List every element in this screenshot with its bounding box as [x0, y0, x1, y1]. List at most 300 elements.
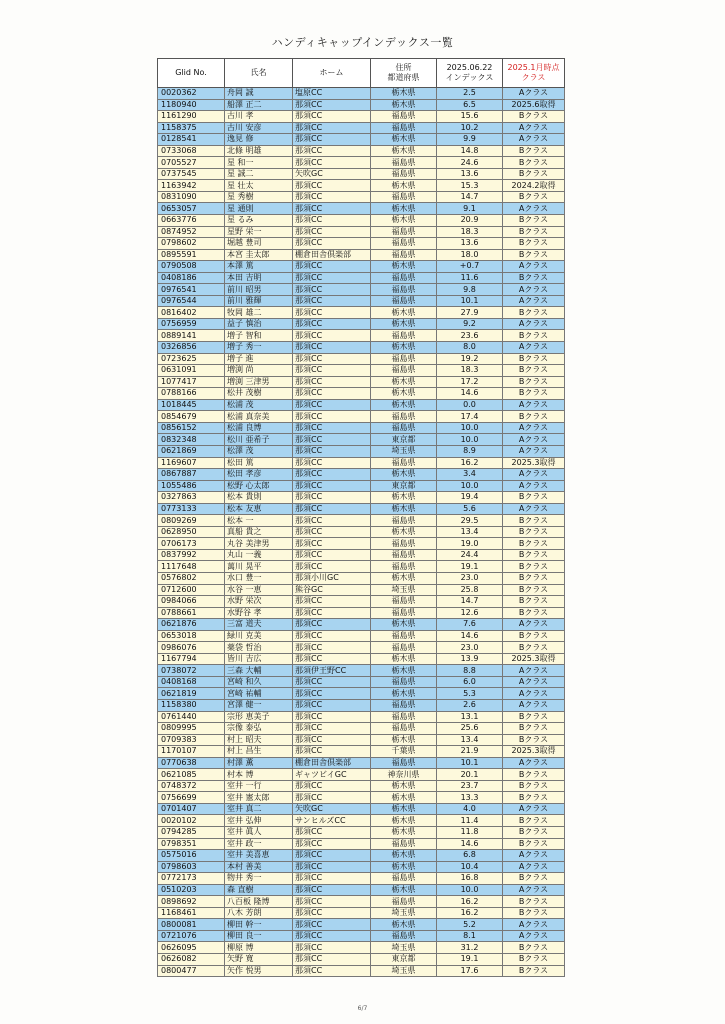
- cell-prefecture: 栃木県: [371, 180, 437, 192]
- cell-home: 那須CC: [293, 746, 371, 758]
- header-name: 氏名: [225, 59, 293, 88]
- cell-home: 那須CC: [293, 145, 371, 157]
- cell-prefecture: 栃木県: [371, 134, 437, 146]
- cell-home: 塩原CC: [293, 88, 371, 100]
- cell-home: 那須CC: [293, 515, 371, 527]
- cell-class: Aクラス: [503, 342, 565, 354]
- cell-home: 那須CC: [293, 261, 371, 273]
- cell-prefecture: 栃木県: [371, 376, 437, 388]
- cell-glid-no: 0701407: [158, 803, 225, 815]
- cell-glid-no: 0621085: [158, 769, 225, 781]
- table-row: [158, 492, 565, 504]
- cell-class: Bクラス: [503, 942, 565, 954]
- cell-name: 古川 孝: [225, 111, 293, 123]
- cell-name: 北條 明雄: [225, 145, 293, 157]
- cell-prefecture: 埼玉県: [371, 584, 437, 596]
- table-row: [158, 711, 565, 723]
- cell-glid-no: 0984066: [158, 596, 225, 608]
- cell-home: 那須CC: [293, 180, 371, 192]
- cell-glid-no: 0653057: [158, 203, 225, 215]
- cell-prefecture: 栃木県: [371, 792, 437, 804]
- cell-home: 那須CC: [293, 399, 371, 411]
- header-index-line1: 2025.06.22: [446, 63, 493, 73]
- cell-class: Bクラス: [503, 584, 565, 596]
- cell-name: 丸山 一義: [225, 549, 293, 561]
- cell-prefecture: 栃木県: [371, 342, 437, 354]
- cell-home: 熊谷GC: [293, 584, 371, 596]
- cell-glid-no: 0631091: [158, 365, 225, 377]
- cell-index: 23.6: [437, 330, 503, 342]
- cell-class: 2025.3取得: [503, 457, 565, 469]
- cell-prefecture: 福島県: [371, 676, 437, 688]
- cell-home: 那須CC: [293, 780, 371, 792]
- cell-prefecture: 福島県: [371, 122, 437, 134]
- cell-glid-no: 0898692: [158, 896, 225, 908]
- cell-home: 那須CC: [293, 930, 371, 942]
- cell-home: 那須小川GC: [293, 572, 371, 584]
- cell-name: 松川 亜希子: [225, 434, 293, 446]
- cell-name: 松浦 真奈美: [225, 411, 293, 423]
- cell-home: 那須CC: [293, 596, 371, 608]
- cell-index: 5.6: [437, 503, 503, 515]
- cell-prefecture: 栃木県: [371, 203, 437, 215]
- cell-class: Bクラス: [503, 838, 565, 850]
- cell-index: 13.6: [437, 168, 503, 180]
- cell-home: 那須CC: [293, 607, 371, 619]
- cell-name: 松田 篤: [225, 457, 293, 469]
- cell-name: 室井 憲太郎: [225, 792, 293, 804]
- cell-glid-no: 0756959: [158, 318, 225, 330]
- cell-glid-no: 0748372: [158, 780, 225, 792]
- cell-name: 堀越 豊司: [225, 238, 293, 250]
- cell-index: 29.5: [437, 515, 503, 527]
- cell-home: 那須CC: [293, 469, 371, 481]
- cell-glid-no: 0020362: [158, 88, 225, 100]
- cell-index: 12.6: [437, 607, 503, 619]
- cell-name: 益子 慎治: [225, 318, 293, 330]
- cell-glid-no: 0809269: [158, 515, 225, 527]
- cell-index: 19.0: [437, 538, 503, 550]
- cell-glid-no: 0831090: [158, 191, 225, 203]
- cell-name: 星 るみ: [225, 215, 293, 227]
- header-class-line1: 2025.1月時点: [507, 63, 560, 73]
- cell-prefecture: 栃木県: [371, 88, 437, 100]
- cell-class: 2025.3取得: [503, 653, 565, 665]
- cell-index: 15.6: [437, 111, 503, 123]
- cell-class: Bクラス: [503, 572, 565, 584]
- cell-prefecture: 福島県: [371, 272, 437, 284]
- cell-name: 室井 政一: [225, 838, 293, 850]
- cell-index: 10.0: [437, 434, 503, 446]
- cell-glid-no: 1163942: [158, 180, 225, 192]
- table-row: [158, 942, 565, 954]
- cell-class: Bクラス: [503, 538, 565, 550]
- cell-glid-no: 0326856: [158, 342, 225, 354]
- cell-prefecture: 栃木県: [371, 653, 437, 665]
- cell-index: 6.0: [437, 676, 503, 688]
- cell-glid-no: 0809995: [158, 723, 225, 735]
- cell-class: Aクラス: [503, 699, 565, 711]
- table-row: [158, 561, 565, 573]
- cell-glid-no: 0576802: [158, 572, 225, 584]
- table-row: [158, 145, 565, 157]
- cell-glid-no: 0510203: [158, 884, 225, 896]
- cell-class: Aクラス: [503, 803, 565, 815]
- cell-glid-no: 0837992: [158, 549, 225, 561]
- cell-glid-no: 0628950: [158, 526, 225, 538]
- cell-glid-no: 1169607: [158, 457, 225, 469]
- cell-prefecture: 栃木県: [371, 261, 437, 273]
- cell-prefecture: 栃木県: [371, 919, 437, 931]
- cell-home: 那須CC: [293, 954, 371, 966]
- cell-index: 31.2: [437, 942, 503, 954]
- cell-prefecture: 福島県: [371, 515, 437, 527]
- cell-name: 船澤 正二: [225, 99, 293, 111]
- cell-prefecture: 栃木県: [371, 619, 437, 631]
- cell-prefecture: 栃木県: [371, 688, 437, 700]
- cell-prefecture: 栃木県: [371, 388, 437, 400]
- cell-class: 2025.6取得: [503, 99, 565, 111]
- cell-name: 八百板 隆博: [225, 896, 293, 908]
- cell-glid-no: 0733068: [158, 145, 225, 157]
- cell-prefecture: 埼玉県: [371, 907, 437, 919]
- cell-index: 11.8: [437, 827, 503, 839]
- cell-prefecture: 栃木県: [371, 526, 437, 538]
- cell-name: 増渕 三津男: [225, 376, 293, 388]
- cell-glid-no: 1180940: [158, 99, 225, 111]
- cell-name: 星 壮太: [225, 180, 293, 192]
- cell-glid-no: 0408186: [158, 272, 225, 284]
- cell-index: 9.8: [437, 284, 503, 296]
- cell-glid-no: 0790508: [158, 261, 225, 273]
- cell-home: 那須CC: [293, 711, 371, 723]
- cell-index: 13.4: [437, 526, 503, 538]
- cell-home: 那須CC: [293, 203, 371, 215]
- cell-name: 星 通則: [225, 203, 293, 215]
- cell-name: 本宮 圭太郎: [225, 249, 293, 261]
- header-index: [437, 59, 503, 88]
- cell-prefecture: 福島県: [371, 873, 437, 885]
- table-row: [158, 272, 565, 284]
- cell-home: 那須CC: [293, 388, 371, 400]
- cell-class: Aクラス: [503, 318, 565, 330]
- cell-class: Bクラス: [503, 145, 565, 157]
- cell-name: 古川 安彦: [225, 122, 293, 134]
- cell-index: 13.3: [437, 792, 503, 804]
- cell-prefecture: 栃木県: [371, 307, 437, 319]
- cell-class: Aクラス: [503, 503, 565, 515]
- cell-index: 7.6: [437, 619, 503, 631]
- cell-class: Bクラス: [503, 353, 565, 365]
- table-row: [158, 965, 565, 977]
- cell-index: 14.7: [437, 596, 503, 608]
- cell-glid-no: 0408168: [158, 676, 225, 688]
- cell-name: 増渕 尚: [225, 365, 293, 377]
- cell-class: Bクラス: [503, 896, 565, 908]
- cell-class: Bクラス: [503, 780, 565, 792]
- cell-name: 宗形 恵美子: [225, 711, 293, 723]
- cell-name: 皆川 吉広: [225, 653, 293, 665]
- cell-class: Aクラス: [503, 203, 565, 215]
- cell-prefecture: 栃木県: [371, 318, 437, 330]
- cell-name: 矢作 悦男: [225, 965, 293, 977]
- cell-glid-no: 0788166: [158, 388, 225, 400]
- table-row: [158, 342, 565, 354]
- cell-index: 11.4: [437, 815, 503, 827]
- cell-glid-no: 0800477: [158, 965, 225, 977]
- cell-index: 2.5: [437, 88, 503, 100]
- cell-prefecture: 福島県: [371, 642, 437, 654]
- table-row: [158, 665, 565, 677]
- cell-class: Bクラス: [503, 792, 565, 804]
- cell-glid-no: 0327863: [158, 492, 225, 504]
- cell-class: Bクラス: [503, 815, 565, 827]
- cell-glid-no: 1018445: [158, 399, 225, 411]
- cell-name: 水口 豊一: [225, 572, 293, 584]
- cell-name: 松本 一: [225, 515, 293, 527]
- cell-index: 18.3: [437, 365, 503, 377]
- cell-prefecture: 福島県: [371, 365, 437, 377]
- cell-prefecture: 福島県: [371, 896, 437, 908]
- handicap-table-container: [157, 58, 565, 977]
- cell-glid-no: 1168461: [158, 907, 225, 919]
- cell-index: 9.2: [437, 318, 503, 330]
- handicap-index-table: [157, 58, 565, 977]
- table-row: [158, 411, 565, 423]
- cell-index: 25.6: [437, 723, 503, 735]
- page-title: ハンディキャップインデックス一覧: [271, 36, 454, 49]
- cell-class: Aクラス: [503, 261, 565, 273]
- cell-index: 8.1: [437, 930, 503, 942]
- cell-home: 那須CC: [293, 330, 371, 342]
- cell-class: Bクラス: [503, 515, 565, 527]
- cell-prefecture: 東京都: [371, 480, 437, 492]
- cell-glid-no: 0773133: [158, 503, 225, 515]
- cell-name: 村本 博: [225, 769, 293, 781]
- cell-glid-no: 0798602: [158, 238, 225, 250]
- cell-home: 那須CC: [293, 942, 371, 954]
- cell-name: 村上 昌生: [225, 746, 293, 758]
- table-row: [158, 757, 565, 769]
- cell-glid-no: 0737545: [158, 168, 225, 180]
- table-row: [158, 954, 565, 966]
- table-row: [158, 457, 565, 469]
- cell-glid-no: 0621876: [158, 619, 225, 631]
- cell-class: Bクラス: [503, 642, 565, 654]
- cell-home: 那須CC: [293, 723, 371, 735]
- cell-glid-no: 1158375: [158, 122, 225, 134]
- cell-home: 那須CC: [293, 134, 371, 146]
- header-prefecture-line2: 都道府県: [387, 73, 420, 82]
- cell-class: Bクラス: [503, 954, 565, 966]
- cell-home: 那須CC: [293, 642, 371, 654]
- cell-class: Bクラス: [503, 388, 565, 400]
- cell-index: 6.5: [437, 99, 503, 111]
- cell-home: 那須CC: [293, 445, 371, 457]
- table-row: [158, 284, 565, 296]
- cell-name: 松井 茂樹: [225, 388, 293, 400]
- cell-class: Bクラス: [503, 907, 565, 919]
- cell-prefecture: 福島県: [371, 699, 437, 711]
- cell-home: 那須CC: [293, 111, 371, 123]
- cell-home: 那須CC: [293, 191, 371, 203]
- cell-home: 那須CC: [293, 838, 371, 850]
- table-row: [158, 295, 565, 307]
- cell-class: Bクラス: [503, 307, 565, 319]
- cell-index: 5.3: [437, 688, 503, 700]
- cell-prefecture: 埼玉県: [371, 942, 437, 954]
- cell-home: 那須CC: [293, 492, 371, 504]
- page-number: 6/7: [357, 1005, 368, 1012]
- header-prefecture: [371, 59, 437, 88]
- table-row: [158, 838, 565, 850]
- cell-name: 宗像 泰弘: [225, 723, 293, 735]
- cell-prefecture: 福島県: [371, 538, 437, 550]
- cell-prefecture: 福島県: [371, 157, 437, 169]
- cell-name: 水野 栄次: [225, 596, 293, 608]
- table-row: [158, 861, 565, 873]
- table-row: [158, 388, 565, 400]
- cell-class: Aクラス: [503, 122, 565, 134]
- cell-name: 増子 智和: [225, 330, 293, 342]
- cell-index: 10.2: [437, 122, 503, 134]
- cell-glid-no: 0854679: [158, 411, 225, 423]
- cell-index: 13.6: [437, 238, 503, 250]
- cell-home: 那須CC: [293, 827, 371, 839]
- cell-class: Bクラス: [503, 596, 565, 608]
- table-row: [158, 619, 565, 631]
- cell-home: 那須CC: [293, 699, 371, 711]
- cell-name: 室井 真二: [225, 803, 293, 815]
- table-row: [158, 99, 565, 111]
- table-row: [158, 134, 565, 146]
- cell-name: 本田 吉明: [225, 272, 293, 284]
- cell-index: 8.0: [437, 342, 503, 354]
- table-row: [158, 884, 565, 896]
- cell-index: 21.9: [437, 746, 503, 758]
- cell-class: Aクラス: [503, 480, 565, 492]
- cell-class: Aクラス: [503, 422, 565, 434]
- cell-class: Bクラス: [503, 215, 565, 227]
- cell-glid-no: 0128541: [158, 134, 225, 146]
- cell-glid-no: 0874952: [158, 226, 225, 238]
- cell-class: Bクラス: [503, 157, 565, 169]
- cell-prefecture: 福島県: [371, 111, 437, 123]
- table-row: [158, 688, 565, 700]
- cell-home: 那須CC: [293, 676, 371, 688]
- cell-glid-no: 0816402: [158, 307, 225, 319]
- cell-prefecture: 栃木県: [371, 492, 437, 504]
- cell-glid-no: 0705527: [158, 157, 225, 169]
- cell-index: 10.0: [437, 480, 503, 492]
- cell-prefecture: 栃木県: [371, 469, 437, 481]
- cell-glid-no: 0738072: [158, 665, 225, 677]
- cell-prefecture: 福島県: [371, 607, 437, 619]
- cell-index: 14.6: [437, 388, 503, 400]
- cell-name: 星 和一: [225, 157, 293, 169]
- cell-prefecture: 栃木県: [371, 572, 437, 584]
- cell-prefecture: 福島県: [371, 757, 437, 769]
- cell-prefecture: 福島県: [371, 723, 437, 735]
- cell-prefecture: 埼玉県: [371, 445, 437, 457]
- cell-home: 那須CC: [293, 965, 371, 977]
- cell-glid-no: 0621869: [158, 445, 225, 457]
- cell-home: 那須CC: [293, 318, 371, 330]
- table-row: [158, 238, 565, 250]
- cell-class: Bクラス: [503, 365, 565, 377]
- cell-index: 23.0: [437, 572, 503, 584]
- cell-name: 増子 進: [225, 353, 293, 365]
- cell-home: 棚倉田舎倶楽部: [293, 757, 371, 769]
- table-row: [158, 896, 565, 908]
- cell-class: Aクラス: [503, 399, 565, 411]
- cell-class: Aクラス: [503, 676, 565, 688]
- table-row: [158, 249, 565, 261]
- cell-home: 那須CC: [293, 457, 371, 469]
- cell-home: 那須CC: [293, 907, 371, 919]
- cell-class: Bクラス: [503, 827, 565, 839]
- cell-index: 9.1: [437, 203, 503, 215]
- cell-index: 9.9: [437, 134, 503, 146]
- cell-index: 19.2: [437, 353, 503, 365]
- cell-prefecture: 福島県: [371, 422, 437, 434]
- cell-index: 18.3: [437, 226, 503, 238]
- cell-glid-no: 0976541: [158, 284, 225, 296]
- table-row: [158, 168, 565, 180]
- cell-class: Bクラス: [503, 191, 565, 203]
- cell-prefecture: 福島県: [371, 295, 437, 307]
- cell-name: 松本 貴則: [225, 492, 293, 504]
- cell-class: Bクラス: [503, 238, 565, 250]
- cell-class: Bクラス: [503, 526, 565, 538]
- cell-glid-no: 0575016: [158, 850, 225, 862]
- cell-home: ギャツビイGC: [293, 769, 371, 781]
- cell-name: 松田 孝彦: [225, 469, 293, 481]
- cell-index: 14.8: [437, 145, 503, 157]
- cell-glid-no: 0856152: [158, 422, 225, 434]
- cell-home: 那須CC: [293, 734, 371, 746]
- table-row: [158, 723, 565, 735]
- table-row: [158, 88, 565, 100]
- cell-class: Bクラス: [503, 168, 565, 180]
- cell-glid-no: 0621819: [158, 688, 225, 700]
- cell-name: 前川 雅輝: [225, 295, 293, 307]
- table-row: [158, 676, 565, 688]
- cell-name: 三森 大輔: [225, 665, 293, 677]
- cell-prefecture: 栃木県: [371, 815, 437, 827]
- cell-class: Bクラス: [503, 226, 565, 238]
- cell-index: 10.0: [437, 422, 503, 434]
- cell-prefecture: 福島県: [371, 226, 437, 238]
- cell-home: 那須CC: [293, 861, 371, 873]
- table-row: [158, 399, 565, 411]
- cell-glid-no: 0706173: [158, 538, 225, 550]
- header-prefecture-line1: 住所: [395, 63, 412, 73]
- header-index-line2: インデックス: [445, 73, 494, 82]
- cell-home: 那須CC: [293, 376, 371, 388]
- cell-home: 那須CC: [293, 480, 371, 492]
- cell-index: 10.4: [437, 861, 503, 873]
- cell-prefecture: 福島県: [371, 411, 437, 423]
- cell-class: 2024.2取得: [503, 180, 565, 192]
- cell-glid-no: 1158380: [158, 699, 225, 711]
- cell-name: 逸見 修: [225, 134, 293, 146]
- table-row: [158, 734, 565, 746]
- cell-home: 那須CC: [293, 919, 371, 931]
- cell-index: 24.4: [437, 549, 503, 561]
- cell-name: 水谷 一恵: [225, 584, 293, 596]
- cell-name: 松野 心太郎: [225, 480, 293, 492]
